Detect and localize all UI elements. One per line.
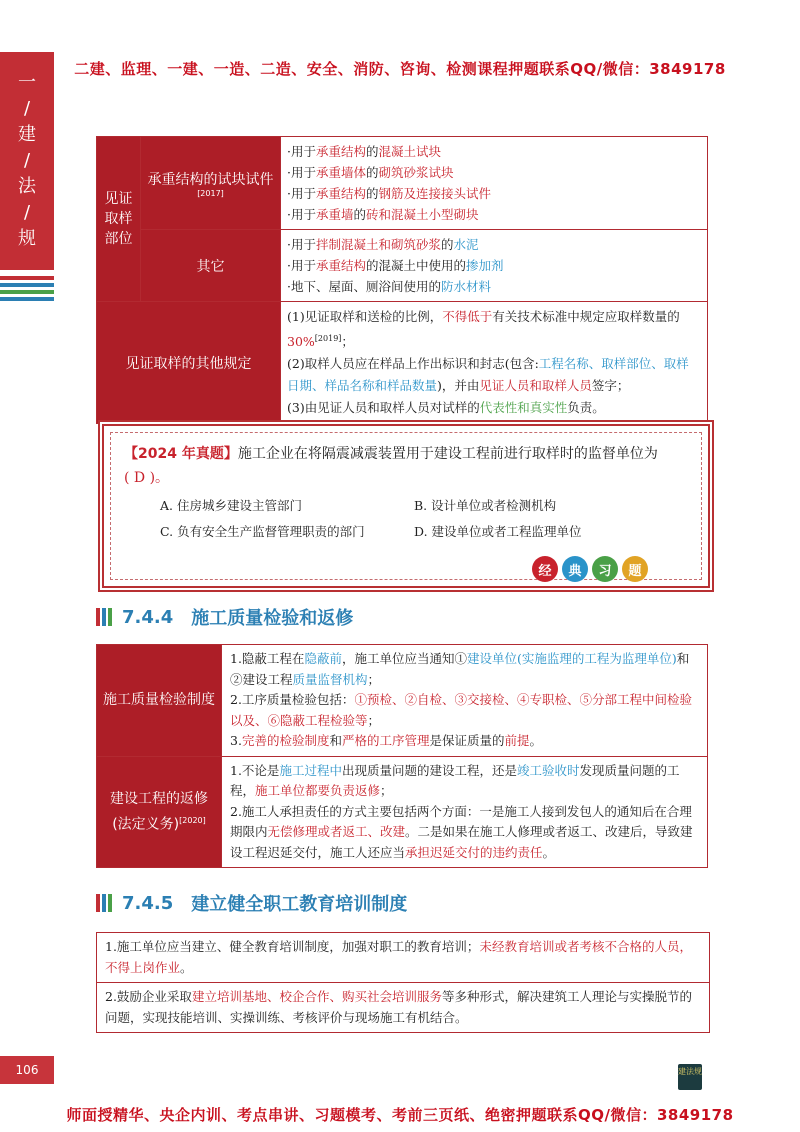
stripe — [0, 283, 54, 287]
stripe — [0, 297, 54, 301]
promo-banner-bottom: 师面授精华、央企内训、考点串讲、习题模考、考前三页纸、绝密押题联系QQ/微信：3849178 — [66, 1106, 734, 1124]
list-item: ·用于承重结构的钢筋及连接接头试件 — [287, 186, 492, 201]
rule-3: (3)由见证人员和取样人员对试样的代表性和真实性负责。 — [287, 400, 605, 416]
row-content — [222, 756, 708, 868]
year-tag: [2017] — [197, 188, 224, 198]
row-label-cell — [97, 302, 281, 424]
group-label: 见证取样部位 — [104, 191, 133, 247]
row-content — [281, 230, 708, 302]
sampling-table — [96, 136, 708, 424]
section-title: 建立健全职工教育培训制度 — [191, 894, 408, 915]
side-tab-char: 一 — [18, 72, 36, 93]
side-tab-char: / — [23, 150, 31, 171]
row-label: 承重结构的试块试件 — [147, 171, 274, 188]
option-c: C. 负有安全生产监督管理职责的部门 — [160, 524, 365, 539]
row-label-cell — [141, 230, 281, 302]
question-text: 施工企业在将隔震减震装置用于建设工程前进行取样时的监督单位为 — [237, 446, 658, 462]
list-item: ·用于承重结构的混凝土试块 — [287, 144, 442, 159]
row-label: 见证取样的其他规定 — [125, 355, 252, 372]
badge-char: 题 — [622, 556, 648, 582]
row-label-cell — [97, 645, 222, 757]
section-title: 施工质量检验和返修 — [191, 608, 354, 629]
row-content — [281, 137, 708, 230]
group-label-cell — [97, 137, 141, 302]
exercise-tag: 【2024 年真题】 — [124, 446, 238, 462]
row-content — [222, 645, 708, 757]
page-number: 106 — [0, 1056, 54, 1084]
badge-char: 习 — [592, 556, 618, 582]
option-a: A. 住房城乡建设主管部门 — [160, 498, 302, 513]
exercise-question — [124, 442, 694, 490]
row-label: 施工质量检验制度 — [103, 692, 215, 709]
section-heading — [96, 890, 407, 916]
side-tab-char: / — [23, 98, 31, 119]
list-item: ·用于承重墙体的砌筑砂浆试块 — [287, 165, 454, 180]
stripe — [0, 276, 54, 280]
section-heading — [96, 604, 353, 630]
row-label-cell — [141, 137, 281, 230]
heading-bars-icon — [96, 894, 112, 912]
side-decor-stripes — [0, 276, 54, 304]
item-2: 2.工序质量检验包括：①预检、②自检、③交接检、④专职检、⑤分部工程中间检验以及、⑥隐蔽工程检验等； — [230, 692, 692, 728]
promo-banner-top: 二建、监理、一建、一造、二造、安全、消防、咨询、检测课程押题联系QQ/微信：3849178 — [74, 60, 726, 78]
side-tab-char: / — [23, 202, 31, 223]
item-1: 1.隐蔽工程在隐蔽前，施工单位应当通知①建设单位(实施监理的工程为监理单位)和②建设工程质量监督机构； — [230, 651, 690, 687]
section-number: 7.4.4 — [122, 606, 174, 628]
list-item: ·用于承重墙的砖和混凝土小型砌块 — [287, 207, 479, 222]
training-item-1: 1.施工单位应当建立、健全教育培训制度，加强对职工的教育培训；未经教育培训或者考核不合格的人员，不得上岗作业。 — [105, 939, 692, 975]
side-tab-char: 法 — [18, 176, 36, 197]
heading-bars-icon — [96, 608, 112, 626]
section-number: 7.4.5 — [122, 892, 174, 914]
classic-exercise-badge — [532, 556, 648, 582]
side-tab-char: 规 — [18, 228, 36, 249]
stripe — [0, 290, 54, 294]
row-label: 建设工程的返修 — [110, 790, 208, 807]
side-tab-char: 建 — [18, 124, 36, 145]
item-2: 2.施工人承担责任的方式主要包括两个方面：一是施工人接到发包人的通知后在合理期限内无偿修理或者返工、改建。二是如果在施工人修理或者返工、改建后，导致建设工程迟延交付，施工人还应当承担迟延交付的违约责任。 — [230, 803, 693, 860]
rule-1: (1)见证取样和送检的比例，不得低于有关技术标准中规定应取样数量的30%[2019]； — [287, 309, 680, 350]
item-3: 3.完善的检验制度和严格的工序管理是保证质量的前提。 — [230, 733, 543, 748]
answer-text: ( D )。 — [124, 470, 170, 486]
corner-logo-icon: 建法规 — [678, 1064, 702, 1090]
row-label: 其它 — [196, 258, 225, 275]
row-label-cell — [97, 756, 222, 868]
list-item: ·用于拌制混凝土和砌筑砂浆的水泥 — [287, 237, 479, 252]
row-content — [281, 302, 708, 424]
rule-2: (2)取样人员应在样品上作出标识和封志(包含:工程名称、取样部位、取样日期、样品名称和样品数量)，并由见证人员和取样人员签字； — [287, 356, 689, 394]
badge-char: 典 — [562, 556, 588, 582]
inspection-table — [96, 644, 708, 868]
option-b: B. 设计单位或者检测机构 — [414, 498, 557, 513]
list-item: ·地下、屋面、厕浴间使用的防水材料 — [287, 279, 491, 294]
row-label-sub: (法定义务)[2020] — [112, 815, 206, 833]
option-d: D. 建设单位或者工程监理单位 — [414, 524, 582, 539]
badge-char: 经 — [532, 556, 558, 582]
list-item: ·用于承重结构的混凝土中使用的掺加剂 — [287, 258, 504, 273]
training-item-2: 2.鼓励企业采取建立培训基地、校企合作、购买社会培训服务等多种形式，解决建筑工人理论与实操脱节的问题，实现技能培训、实操训练、考核评价与现场施工有机结合。 — [97, 982, 709, 1032]
training-box — [96, 932, 710, 1033]
exercise-box — [98, 420, 714, 592]
chapter-side-tab — [0, 52, 54, 270]
item-1: 1.不论是施工过程中出现质量问题的建设工程，还是竣工验收时发现质量问题的工程，施工单位都要负责返修； — [230, 762, 680, 798]
